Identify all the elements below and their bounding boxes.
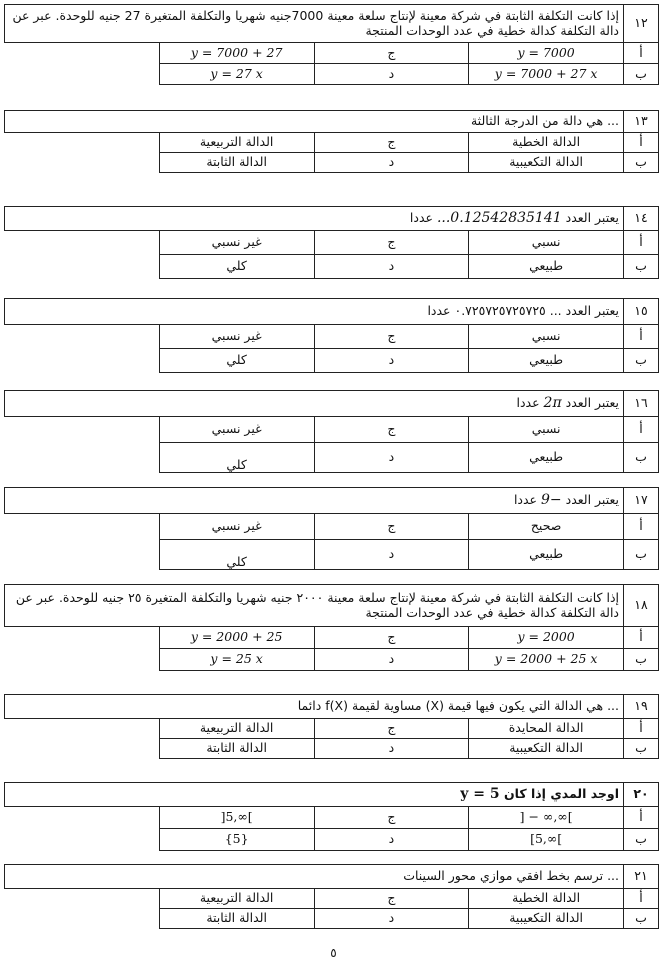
option-label-a: أ	[624, 231, 659, 255]
option-label-a: أ	[624, 889, 659, 909]
option-a: نسبي	[469, 231, 624, 255]
question-text: ... هي دالة من الدرجة الثالثة	[5, 111, 624, 133]
option-a: الدالة الخطية	[469, 889, 624, 909]
question-block	[4, 694, 659, 759]
option-j: y = 2000 + 25	[159, 627, 314, 649]
question-text: ... هي الدالة التي يكون فيها قيمة (X) مساوية لقيمة f(X) دائما	[5, 695, 624, 719]
option-a: y = 2000	[469, 627, 624, 649]
option-label-j: ج	[314, 325, 469, 349]
question-number: ١٦	[624, 391, 659, 417]
option-j: غير نسبي	[159, 325, 314, 349]
option-d: كلي	[159, 255, 314, 279]
option-d: الدالة الثابتة	[159, 153, 314, 173]
option-a: الدالة المحايدة	[469, 719, 624, 739]
question-number: ١٩	[624, 695, 659, 719]
option-j: ]5,∞[	[159, 807, 314, 829]
option-label-b: ب	[624, 64, 659, 85]
question-block	[4, 782, 659, 851]
option-label-a: أ	[624, 133, 659, 153]
question-block	[4, 584, 659, 671]
option-label-d: د	[314, 255, 469, 279]
option-label-b: ب	[624, 349, 659, 373]
option-label-d: د	[314, 153, 469, 173]
option-b: y = 2000 + 25 x	[469, 649, 624, 671]
option-label-j: ج	[314, 627, 469, 649]
question-text: إذا كانت التكلفة الثابتة في شركة معينة لإنتاج سلعة معينة ٢٠٠٠ جنيه شهريا والتكلفة المتغيرة ٢٥ جنيه للوحدة. عبر عن دالة التكلفة كدالة خطية في عدد الوحدات المنتجة	[5, 585, 624, 627]
option-j: غير نسبي	[159, 514, 314, 540]
question-text: يعتبر العدد ... ٠.٧٢٥٧٢٥٧٢٥٧٢٥ عددا	[5, 299, 624, 325]
question-text: يعتبر العدد 9− عددا	[5, 488, 624, 514]
option-j: الدالة التربيعية	[159, 719, 314, 739]
question-text: اوجد المدي إذا كان y = 5	[5, 783, 624, 807]
option-label-b: ب	[624, 153, 659, 173]
option-label-j: ج	[314, 133, 469, 153]
option-j: y = 7000 + 27	[159, 43, 314, 64]
option-a: الدالة الخطية	[469, 133, 624, 153]
question-number: ١٤	[624, 207, 659, 231]
question-number: ١٣	[624, 111, 659, 133]
question-text: إذا كانت التكلفة الثابتة في شركة معينة لإنتاج سلعة معينة 7000جنيه شهريا والتكلفة المتغيرة 27 جنيه للوحدة. عبر عن دالة التكلفة كدالة خطية في عدد الوحدات المنتجة	[5, 5, 624, 43]
question-number: ١٧	[624, 488, 659, 514]
option-label-j: ج	[314, 231, 469, 255]
option-a: ] − ∞,∞[	[469, 807, 624, 829]
option-label-j: ج	[314, 417, 469, 443]
option-label-a: أ	[624, 627, 659, 649]
question-text: يعتبر العدد 2π عددا	[5, 391, 624, 417]
option-a: نسبي	[469, 325, 624, 349]
option-label-j: ج	[314, 889, 469, 909]
option-d: كلي	[159, 443, 314, 473]
option-label-a: أ	[624, 807, 659, 829]
option-d: الدالة الثابتة	[159, 909, 314, 929]
option-a: صحيح	[469, 514, 624, 540]
option-b: [5,∞[	[469, 829, 624, 851]
option-d: كلي	[159, 540, 314, 570]
question-number: ٢١	[624, 865, 659, 889]
option-label-b: ب	[624, 739, 659, 759]
option-b: طبيعي	[469, 255, 624, 279]
option-b: طبيعي	[469, 349, 624, 373]
option-label-a: أ	[624, 325, 659, 349]
option-b: y = 7000 + 27 x	[469, 64, 624, 85]
option-label-j: ج	[314, 43, 469, 64]
option-d: {5}	[159, 829, 314, 851]
question-block	[4, 487, 659, 570]
option-d: الدالة الثابتة	[159, 739, 314, 759]
option-label-d: د	[314, 64, 469, 85]
option-label-a: أ	[624, 514, 659, 540]
option-d: كلي	[159, 349, 314, 373]
page-number: ٥	[330, 946, 337, 960]
option-label-b: ب	[624, 649, 659, 671]
option-label-d: د	[314, 649, 469, 671]
question-block	[4, 206, 659, 279]
option-b: طبيعي	[469, 540, 624, 570]
option-d: y = 25 x	[159, 649, 314, 671]
option-label-b: ب	[624, 909, 659, 929]
question-number: ١٢	[624, 5, 659, 43]
option-label-j: ج	[314, 719, 469, 739]
option-label-d: د	[314, 829, 469, 851]
option-j: غير نسبي	[159, 417, 314, 443]
option-a: y = 7000	[469, 43, 624, 64]
question-text: يعتبر العدد ...0.12542835141 عددا	[5, 207, 624, 231]
option-label-d: د	[314, 540, 469, 570]
option-label-d: د	[314, 909, 469, 929]
option-label-b: ب	[624, 255, 659, 279]
option-b: الدالة التكعيبية	[469, 739, 624, 759]
option-b: الدالة التكعيبية	[469, 153, 624, 173]
option-a: نسبي	[469, 417, 624, 443]
option-label-a: أ	[624, 43, 659, 64]
question-block	[4, 390, 659, 473]
option-label-b: ب	[624, 443, 659, 473]
question-block	[4, 864, 659, 929]
question-number: ٢٠	[624, 783, 659, 807]
option-label-d: د	[314, 443, 469, 473]
option-label-j: ج	[314, 514, 469, 540]
question-text: ... ترسم بخط افقي موازي محور السينات	[5, 865, 624, 889]
option-j: الدالة التربيعية	[159, 133, 314, 153]
option-j: الدالة التربيعية	[159, 889, 314, 909]
question-number: ١٥	[624, 299, 659, 325]
question-number: ١٨	[624, 585, 659, 627]
option-j: غير نسبي	[159, 231, 314, 255]
option-label-a: أ	[624, 719, 659, 739]
option-label-a: أ	[624, 417, 659, 443]
option-label-d: د	[314, 739, 469, 759]
option-b: الدالة التكعيبية	[469, 909, 624, 929]
option-d: y = 27 x	[159, 64, 314, 85]
option-label-b: ب	[624, 829, 659, 851]
option-b: طبيعي	[469, 443, 624, 473]
option-label-j: ج	[314, 807, 469, 829]
question-block	[4, 110, 659, 173]
question-block	[4, 298, 659, 373]
option-label-d: د	[314, 349, 469, 373]
question-block	[4, 4, 659, 85]
option-label-b: ب	[624, 540, 659, 570]
